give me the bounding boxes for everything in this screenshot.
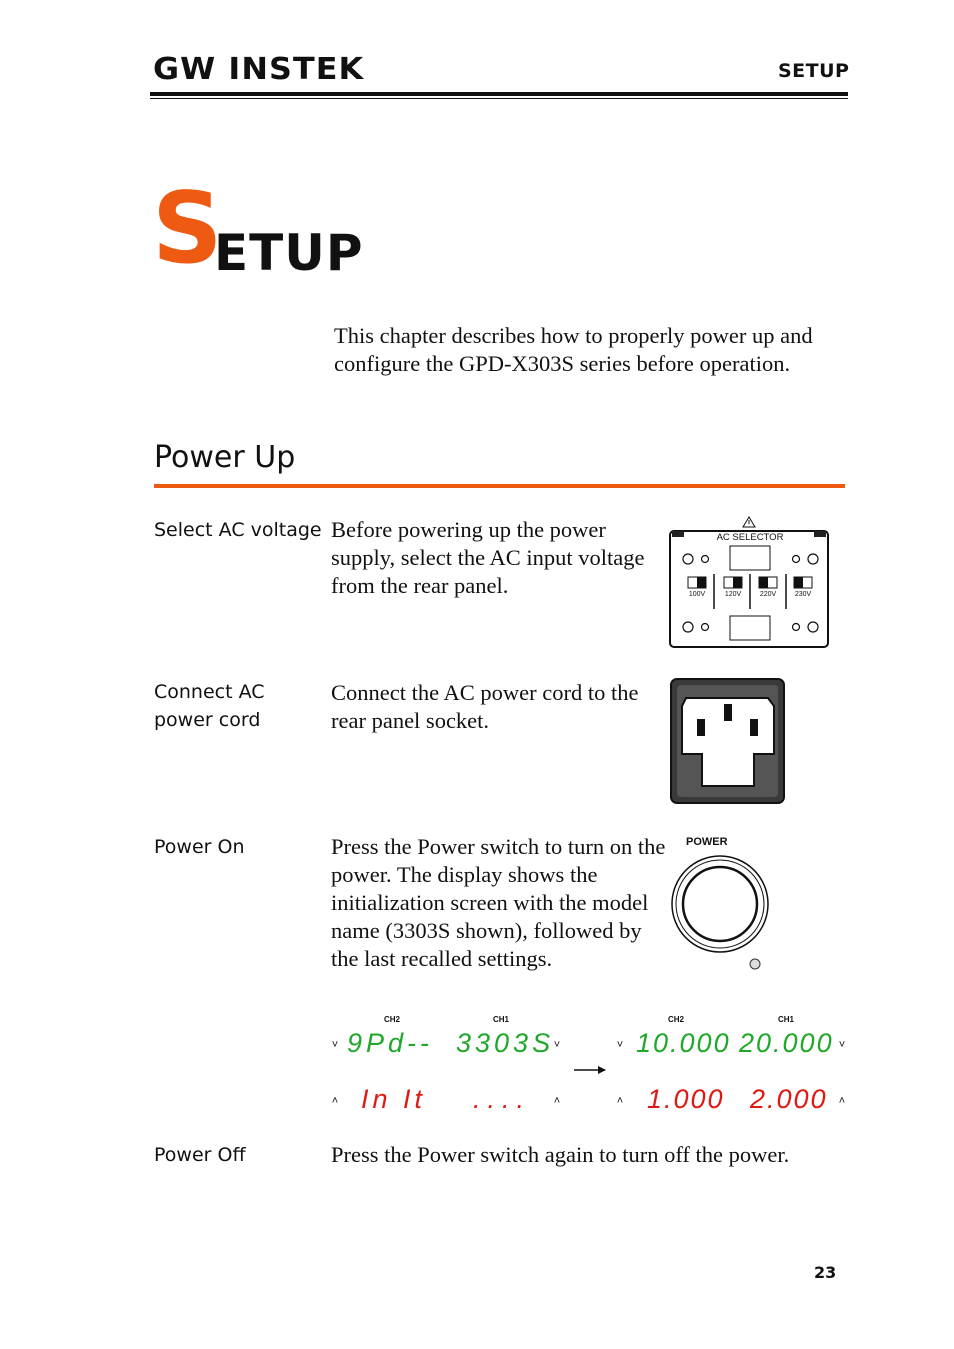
- ch2-current-readout: 1.000: [647, 1084, 725, 1114]
- power-label: POWER: [686, 836, 728, 848]
- voltage-option-label: 230V: [794, 591, 812, 598]
- voltage-option-label: 120V: [724, 591, 742, 598]
- ch2-current-readout: In It: [361, 1084, 427, 1114]
- chevron-down-icon: ˅: [553, 1039, 561, 1051]
- voltage-switch-220v[interactable]: [759, 577, 777, 598]
- display-last-settings: [617, 1015, 845, 1114]
- power-button[interactable]: [672, 856, 768, 952]
- right-arrow-icon: [574, 1066, 606, 1074]
- page-number: 23: [814, 1263, 837, 1282]
- power-switch-illustration: [668, 830, 778, 975]
- voltage-switch-120v[interactable]: [724, 577, 742, 598]
- ac-selector-illustration: [668, 514, 832, 650]
- power-led-icon: [750, 959, 760, 969]
- ch2-voltage-readout: 9Pd--: [347, 1028, 434, 1058]
- chevron-down-icon: ˅: [331, 1039, 339, 1051]
- step-text-select-ac-voltage: Before powering up the power supply, select the AC input voltage from the rear panel.: [331, 517, 645, 598]
- chevron-down-icon: ˅: [616, 1039, 624, 1051]
- step-text-connect-ac: Connect the AC power cord to the rear panel socket.: [331, 680, 639, 733]
- chapter-intro: This chapter describes how to properly power up and configure the GPD-X303S series before operation.: [334, 323, 813, 376]
- front-panel-displays: [325, 1008, 855, 1118]
- chapter-title: ETUP: [214, 224, 364, 282]
- header-rule-thin: [150, 98, 848, 99]
- voltage-switch-230v[interactable]: [794, 577, 812, 598]
- step-label-select-ac-voltage: Select AC voltage: [154, 519, 322, 541]
- ch2-label: CH2: [667, 1015, 685, 1024]
- ch1-current-readout: ....: [473, 1084, 532, 1114]
- ch2-voltage-readout: 10.000: [636, 1028, 731, 1058]
- ac-power-socket-illustration: [668, 676, 788, 806]
- step-label-power-on: Power On: [154, 836, 245, 858]
- chevron-up-icon: ˄: [553, 1095, 561, 1107]
- brand-logo: GW INSTEK: [153, 52, 365, 87]
- header-rule: [150, 92, 848, 96]
- warning-icon: [743, 517, 755, 527]
- step-label-line: Connect AC: [154, 681, 265, 703]
- chevron-down-icon: ˅: [838, 1039, 846, 1051]
- ac-selector-title: AC SELECTOR: [716, 532, 784, 543]
- step-text-power-on: Press the Power switch to turn on the power. The display shows the initialization screen with the model name (3303S shown), followed by the last recalled settings.: [331, 834, 666, 971]
- ch2-label: CH2: [383, 1015, 401, 1024]
- ch1-voltage-readout: 20.000: [739, 1028, 834, 1058]
- step-label-power-off: Power Off: [154, 1144, 246, 1166]
- ch1-voltage-readout: 3303S: [456, 1028, 555, 1058]
- chevron-up-icon: ˄: [838, 1095, 846, 1107]
- ch1-label: CH1: [777, 1015, 795, 1024]
- ch1-current-readout: 2.000: [750, 1084, 828, 1114]
- running-header: SETUP: [778, 60, 850, 82]
- chevron-up-icon: ˄: [616, 1095, 624, 1107]
- section-rule: [154, 484, 845, 488]
- step-label-connect-ac: [154, 678, 265, 734]
- step-text-power-off: Press the Power switch again to turn off the power.: [331, 1142, 790, 1167]
- chapter-title-initial: S: [152, 172, 223, 286]
- section-heading: Power Up: [154, 440, 296, 475]
- display-initialization: [332, 1015, 560, 1114]
- step-label-line: power cord: [154, 709, 261, 731]
- voltage-option-label: 100V: [688, 591, 706, 598]
- voltage-switch-100v[interactable]: [688, 577, 706, 598]
- ch1-label: CH1: [492, 1015, 510, 1024]
- chevron-up-icon: ˄: [331, 1095, 339, 1107]
- voltage-option-label: 220V: [759, 591, 777, 598]
